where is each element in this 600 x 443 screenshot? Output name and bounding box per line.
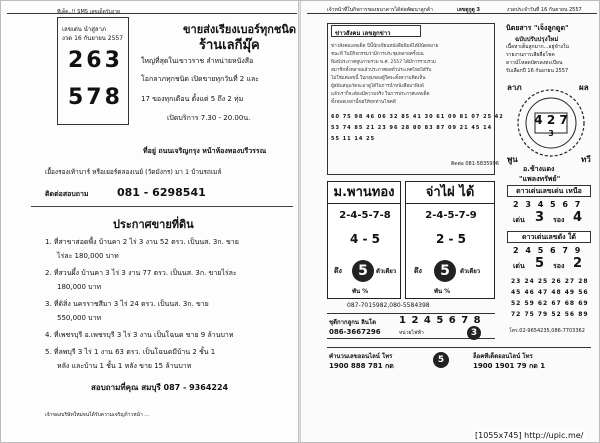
land-item-3: 3. ที่ดิสิ่ง นครราชสีมา 3 ไร่ 24 ตรว. เป็นนส. 3ก. ขาย — [45, 300, 209, 308]
prediction-row-1: 2-4-5-7-8 — [339, 210, 391, 221]
shop-title: ขายส่งเรียงเบอร์ทุกชนิด — [183, 23, 297, 36]
news-line: ผู้สนับสนุนวัดจะมาดูได้ในการนำหนังสือมาพิมพ์ — [331, 84, 424, 89]
lucky-number-box — [57, 17, 129, 125]
lock-online-number: 1900 1901 79 กด 1 — [473, 362, 546, 370]
south-second-label: รอง — [553, 262, 565, 270]
wheel-label-poon: พูน — [507, 155, 518, 164]
shop-directions: เยื้องรองเท้าบาร์ หรือเยอร์ตลองเนย์ (วัดมังกร) มา 1 บ้านรถเมล์ — [45, 168, 222, 176]
land-item-1: 1. ที่สาขาสอดพื้ง บ้านคา 2 ไร่ 3 งาน 52 ตรว. เป็นนส. 3ก. ขาย — [45, 238, 239, 246]
north-second-number: 4 — [573, 210, 585, 225]
single-digit-ball: 5 — [352, 260, 374, 282]
right-header-title: เลขดูกูดู 3 — [457, 7, 480, 13]
land-item-5-detail: หลัง และบ้าน 1 ชั้น 1 หลัง ขาย 15 ล้านบาท — [57, 362, 192, 370]
forecaster-name: อ.ช้างแดง — [523, 165, 555, 173]
lucky-box-line1: เลขเด่น นำสู่ลาภ — [62, 26, 106, 33]
wheel-label-thawi: ทวี — [581, 155, 591, 164]
number-row: 53 74 85 21 23 96 28 80 83 87 09 21 45 14 — [331, 125, 493, 131]
news-line: ชนะที่ ในปีกิจกรรมว่ามีการประชุมหลายครั้งบน — [331, 52, 424, 57]
prediction-box-phantong — [327, 181, 401, 299]
magazine-subtitle: ฉบับปรับปรุงใหม่ — [515, 36, 559, 43]
calc-online-number: 1900 888 781 กด — [329, 362, 394, 370]
lotto-phone: 086-3667296 — [329, 328, 381, 336]
south-digits: 2 4 5 6 7 9 — [513, 246, 583, 255]
magazine-line-3: เนื้อหาเต็มลูกมาก...อยู่ข้างใน — [506, 44, 569, 50]
land-item-4: 4. ที่เพชรบุรี อ.เพชรบุรี 3 ไร่ 3 งาน เป็นโฉนด ขาย 9 ล้านบาท — [45, 331, 234, 339]
land-sale-title: ประกาศขายที่ดิน — [113, 218, 194, 231]
wheel-label-lap: ลาภ — [507, 83, 522, 92]
calc-online-label: คำนวนเลขออนไลน์ โทร — [329, 353, 393, 360]
lotto-digits: 1 2 4 5 6 7 8 — [399, 315, 482, 326]
lotto-sub: หน่วยไฟฟ้า — [399, 330, 424, 336]
land-item-1-price: ไร่ละ 180,000 บาท — [57, 252, 119, 260]
shop-line-2: โอกลาภทุกชนิด เปิดขายทุกวันที่ 2 และ — [141, 75, 260, 83]
prediction-contact-phone: 087-7015982,080-5584398 — [347, 302, 430, 309]
land-contact: สอบถามที่คุณ สมบุรี 087 - 9364224 — [91, 383, 229, 392]
pair-row: 72 75 79 52 56 89 — [511, 311, 589, 318]
lotto-label: ชุดีกากลูกน ลินโต — [329, 319, 377, 326]
lotto-ball: 3 — [467, 326, 481, 340]
lucky-row-1: 263 — [68, 48, 123, 73]
number-row: 55 11 14 25 — [331, 136, 376, 142]
magazine-line-5: ดาวน์โหลดบัตรลงทะเบียน — [506, 60, 563, 66]
news-tab — [331, 25, 421, 37]
right-column-phone: โทร.02-9654235,086-7703362 — [509, 328, 585, 334]
wheel-label-phon: ผล — [579, 83, 589, 92]
north-digits: 2 3 4 5 6 7 — [513, 200, 583, 209]
left-top-note: ทีเด็ด..!! SMS เลขเด็ดรับงาย — [57, 9, 120, 15]
wheel-numbers: 4 2 7 — [534, 113, 568, 127]
magazine-line-4: รายงานการเสียสื่อโชค — [506, 52, 555, 58]
shop-address: ที่อยู่ ถนนเจริญกรุง หน้าห้องทองบรีวรรณ — [143, 147, 267, 155]
shop-line-1: ใหญ่ที่สุดในเขาวราช ลำหน่ายหนังสือ — [141, 57, 254, 65]
prediction-box-japhai — [405, 181, 495, 299]
news-phone: ติดต่อ 081-5835996 — [451, 161, 499, 167]
prediction-pull-label: ดึง — [414, 267, 422, 275]
left-page — [1, 1, 299, 443]
lock-online-label: ล็อคทีเด็ดออนไลน์ โทร — [473, 353, 533, 360]
north-second-label: รอง — [553, 216, 565, 224]
pair-row: 23 24 25 26 27 28 — [511, 278, 589, 285]
right-header-left: เจ้าหน้าที่ในกิจการของธนาคารได้ต่อพัฒนาลูกค้า — [327, 7, 433, 13]
south-main-number: 5 — [535, 256, 547, 271]
single-digit-label: ตัวเดียว — [460, 268, 481, 275]
land-item-2: 2. ที่สวนผึ้ง บ้านคา 3 ไร่ 3 งาน 77 ตรว. เป็นนส. 3ก. ขายไร่ละ — [45, 269, 237, 277]
news-line: ข่าวสังคมเลขเด็ด ปีนี้นักเขียนหนังสือพิมพ์ได้มีนัดหมาย — [331, 44, 439, 49]
prediction-row-2: 4 - 5 — [349, 232, 381, 246]
shop-phone: 081 - 6298541 — [117, 186, 206, 199]
left-header-rule — [7, 5, 297, 14]
prediction-title: ม.พานทอง — [328, 182, 400, 204]
bottom-ball: 5 — [433, 352, 449, 368]
percent-label: พัน % — [434, 288, 451, 295]
prediction-title: จ่าไผ่ ได้ — [406, 182, 494, 204]
number-row: 60 75 98 46 06 32 85 41 30 61 09 81 07 25 42 — [331, 114, 504, 120]
north-main-label: เด่น — [513, 216, 525, 224]
wheel-bottom-number: 3 — [548, 129, 554, 138]
section-bar-south: ดาวเด่นเลขดัง ใต้ — [507, 231, 591, 243]
south-second-number: 2 — [573, 256, 585, 271]
north-main-number: 3 — [535, 210, 547, 225]
news-line: พิมพ์ประกาศสูบภาพรวม พ.ศ. 2557 ได้มีการรวบรวม — [331, 60, 436, 65]
pair-row: 45 46 47 48 49 56 — [511, 289, 589, 296]
pair-row: 52 59 62 67 68 69 — [511, 300, 589, 307]
prediction-row-2: 2 - 5 — [435, 232, 467, 246]
magazine-date: รับเลือกปี 16 กันยายน 2557 — [506, 68, 569, 74]
right-page — [301, 1, 600, 443]
percent-label: พัน % — [352, 288, 369, 295]
bottom-ad-strip — [327, 347, 591, 373]
news-tab-label: ข่าวสังคม เลขลูกข่าว — [335, 30, 391, 37]
south-main-label: เด่น — [513, 262, 525, 270]
magazine-title: นิตยสาร "เจ็งลูกดูด" — [506, 24, 569, 32]
lotto-row — [327, 313, 495, 339]
single-digit-label: ตัวเดียว — [376, 268, 397, 275]
news-line: แล้วเราก็จะต้องมีความจริง ในการประกาศเลขเด็ด — [331, 92, 430, 97]
news-line: สมาชิกทั้งหลายแล้วประกาศผลทั่วประเทศไทยได้รับ — [331, 68, 432, 73]
prediction-pull-label: ดึง — [334, 267, 342, 275]
land-item-3-price: 550,000 บาท — [57, 314, 102, 322]
shop-hours: เปิดบริการ 7.30 - 20.00น. — [167, 114, 251, 122]
shop-name: ร้านเลกีมุ๊ค — [199, 38, 260, 53]
shop-contact-label: ติดต่อสอบถาม — [45, 190, 89, 198]
section-bar-north: ดาวเด่นเลขเด่น เหนือ — [507, 185, 591, 197]
single-digit-ball: 5 — [434, 260, 456, 282]
shop-line-3: 17 ของทุกเดือน ตั้งแต่ 5 ถึง 2 ทุ่ม — [141, 95, 244, 103]
news-line: ทั้งหมดเหล่านี้ขอให้ทุกท่านโชคดี — [331, 100, 396, 105]
prediction-row-1: 2-4-5-7-9 — [425, 210, 477, 221]
land-item-5: 5. ที่ลพบุรี 3 ไร่ 1 งาน 63 ตรว. เป็นโฉนดมีบ้าน 2 ชั้น 1 — [45, 348, 216, 356]
land-item-2-price: 180,000 บาท — [57, 283, 102, 291]
lucky-row-2: 578 — [68, 85, 123, 110]
lucky-box-date: งวด 16 กันยายน 2557 — [62, 35, 124, 42]
image-host-watermark: [1055x745] http://upic.me/ — [475, 431, 584, 440]
news-line: ไม่ใช่แค่เลขนี้ ในกลุ่มของผู้ใดจะตั้งความคิดเห็น — [331, 76, 426, 81]
right-header-date: งวดประจำวันที่ 16 กันยายน 2557 — [507, 7, 582, 13]
forecaster-alias: "แพลงทรัพย์" — [519, 175, 561, 183]
section-divider — [31, 206, 293, 207]
left-footer: เจ้าของบริษัทใหม่จนได้รับความเจริญก้าวหน้า ... — [45, 412, 150, 418]
